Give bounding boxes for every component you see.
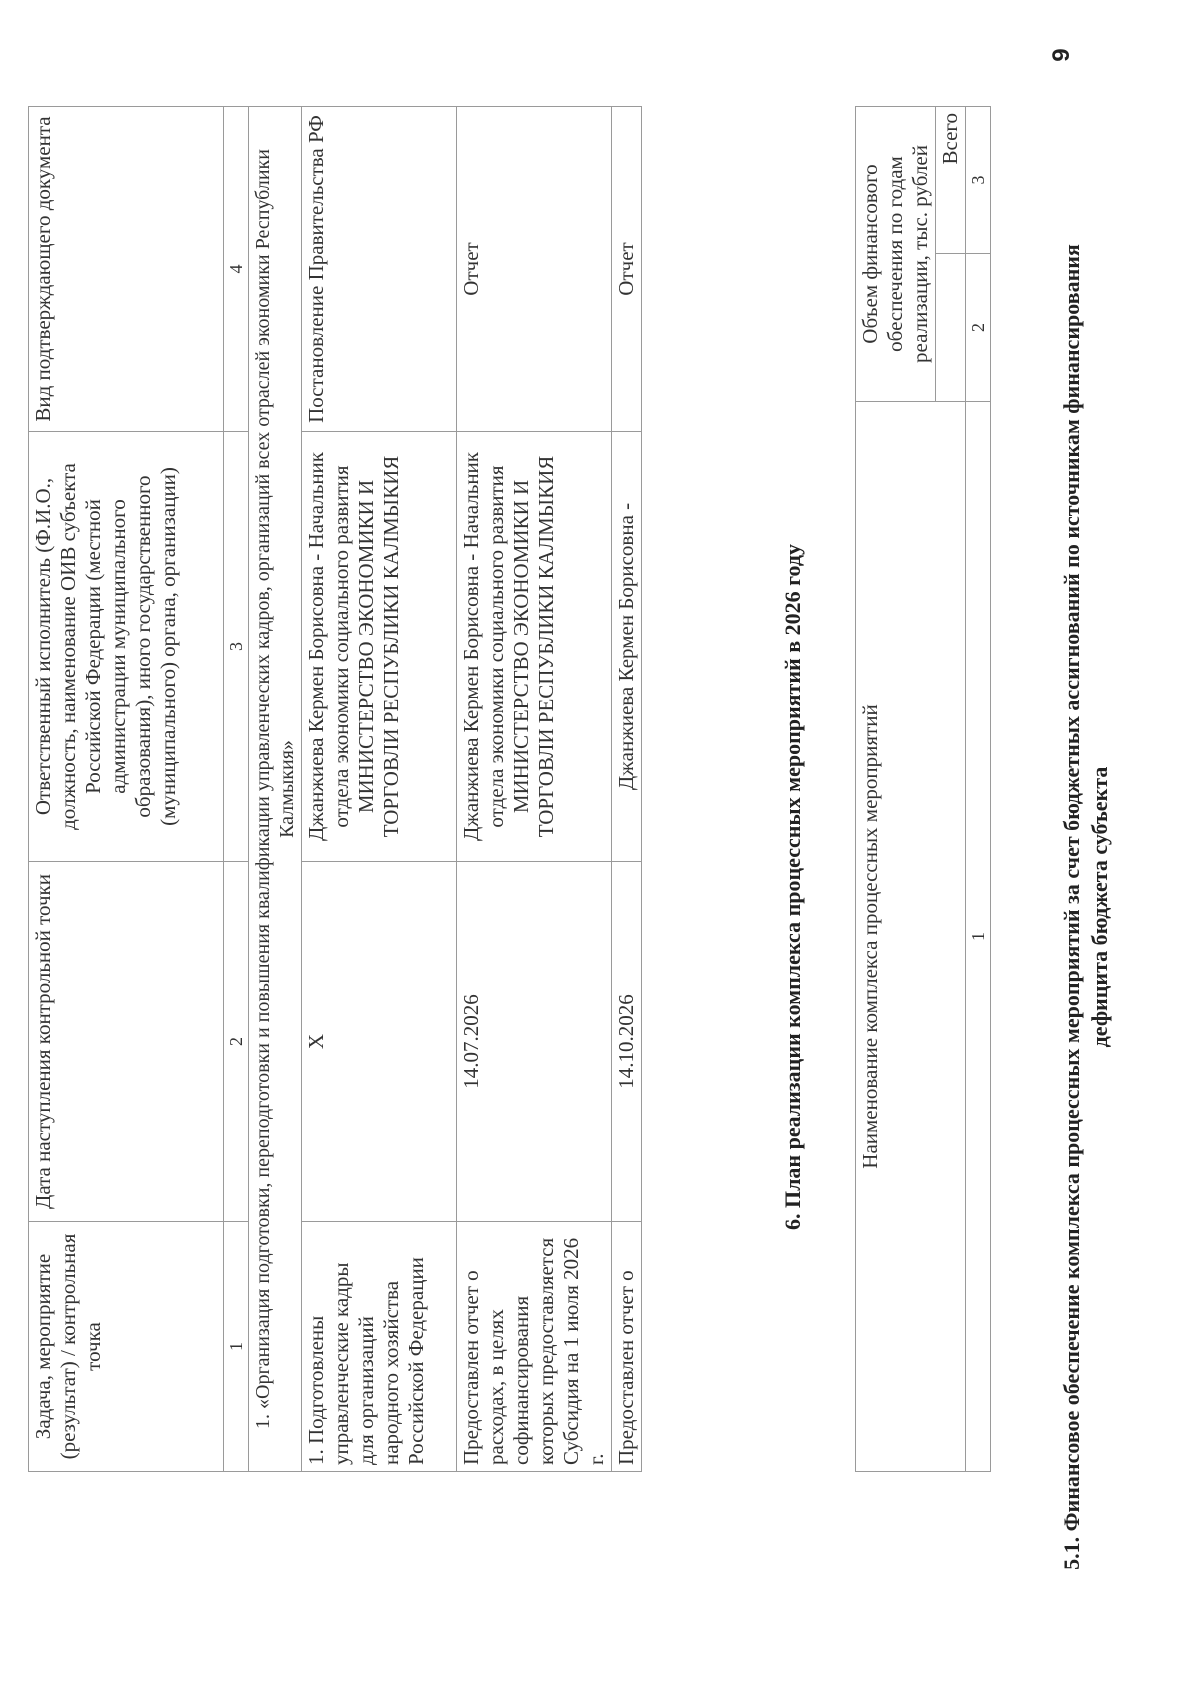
header-document: Вид подтверждающего документа xyxy=(29,107,224,432)
table-row xyxy=(457,107,612,1472)
header-task: Задача, мероприятие (результат) / контрольная точка xyxy=(29,1222,224,1472)
row-item: Предоставлен отчет о расходах, в целях софинансирования которых предоставляется Субсидия на 1 июля 2026 г. xyxy=(457,1222,612,1472)
col-num-1: 1 xyxy=(224,1222,249,1472)
row-document: Постановление Правительства РФ xyxy=(302,107,457,432)
row-responsible: Джанжиева Кермен Борисовна - xyxy=(612,432,642,862)
col-header-volume: Объем финансового обеспечения по годам реализации, тыс. рублей xyxy=(856,107,936,402)
page-number: 9 xyxy=(1048,48,1075,62)
row-responsible: Джанжиева Кермен Борисовна - Начальник отдела экономики социального развития МИНИСТЕРСТВО ЭКОНОМИКИ И ТОРГОВЛИ РЕСПУБЛИКИ КАЛМЫКИЯ xyxy=(302,432,457,862)
col-header-total: Всего xyxy=(936,107,966,254)
row-document: Отчет xyxy=(457,107,612,432)
row-responsible: Джанжиева Кермен Борисовна - Начальник отдела экономики социального развития МИНИСТЕРСТВО ЭКОНОМИКИ И ТОРГОВЛИ РЕСПУБЛИКИ КАЛМЫКИЯ xyxy=(457,432,612,862)
plan-table xyxy=(28,106,642,1472)
row-item: Предоставлен отчет о xyxy=(612,1222,642,1472)
col-header-name: Наименование комплекса процессных мероприятий xyxy=(856,402,966,1472)
row-item: 1. Подготовлены управленческие кадры для организаций народного хозяйства Российской Федерации xyxy=(302,1222,457,1472)
col-header-year xyxy=(936,254,966,402)
table-row xyxy=(302,107,457,1472)
financing-table xyxy=(855,106,991,1472)
col-num-1: 1 xyxy=(966,402,991,1472)
table-row xyxy=(612,107,642,1472)
col-num-3: 3 xyxy=(966,107,991,254)
section-5-1-title: 5.1. Финансовое обеспечение комплекса процессных мероприятий за счет бюджетных ассигнований по источникам финансирования дефицита бюджета субъекта xyxy=(1059,244,1112,1570)
header-responsible: Ответственный исполнитель (Ф.И.О., должность, наименование ОИВ субъекта Российской Федерации (местной администрации муниципального образования), иного государственного (муниципального) органа, организации) xyxy=(29,432,224,862)
col-num-4: 4 xyxy=(224,107,249,432)
col-num-3: 3 xyxy=(224,432,249,862)
row-document: Отчет xyxy=(612,107,642,432)
task-row: 1. «Организация подготовки, переподготовки и повышения квалификации управленческих кадров, организаций всех отраслей экономики Республики Калмыкия» xyxy=(249,107,302,1472)
section-6-title: 6. План реализации комплекса процессных мероприятий в 2026 году xyxy=(780,543,805,1231)
col-num-2: 2 xyxy=(224,862,249,1222)
row-date: X xyxy=(302,862,457,1222)
row-date: 14.07.2026 xyxy=(457,862,612,1222)
header-date: Дата наступления контрольной точки xyxy=(29,862,224,1222)
col-num-2: 2 xyxy=(966,254,991,402)
row-date: 14.10.2026 xyxy=(612,862,642,1222)
